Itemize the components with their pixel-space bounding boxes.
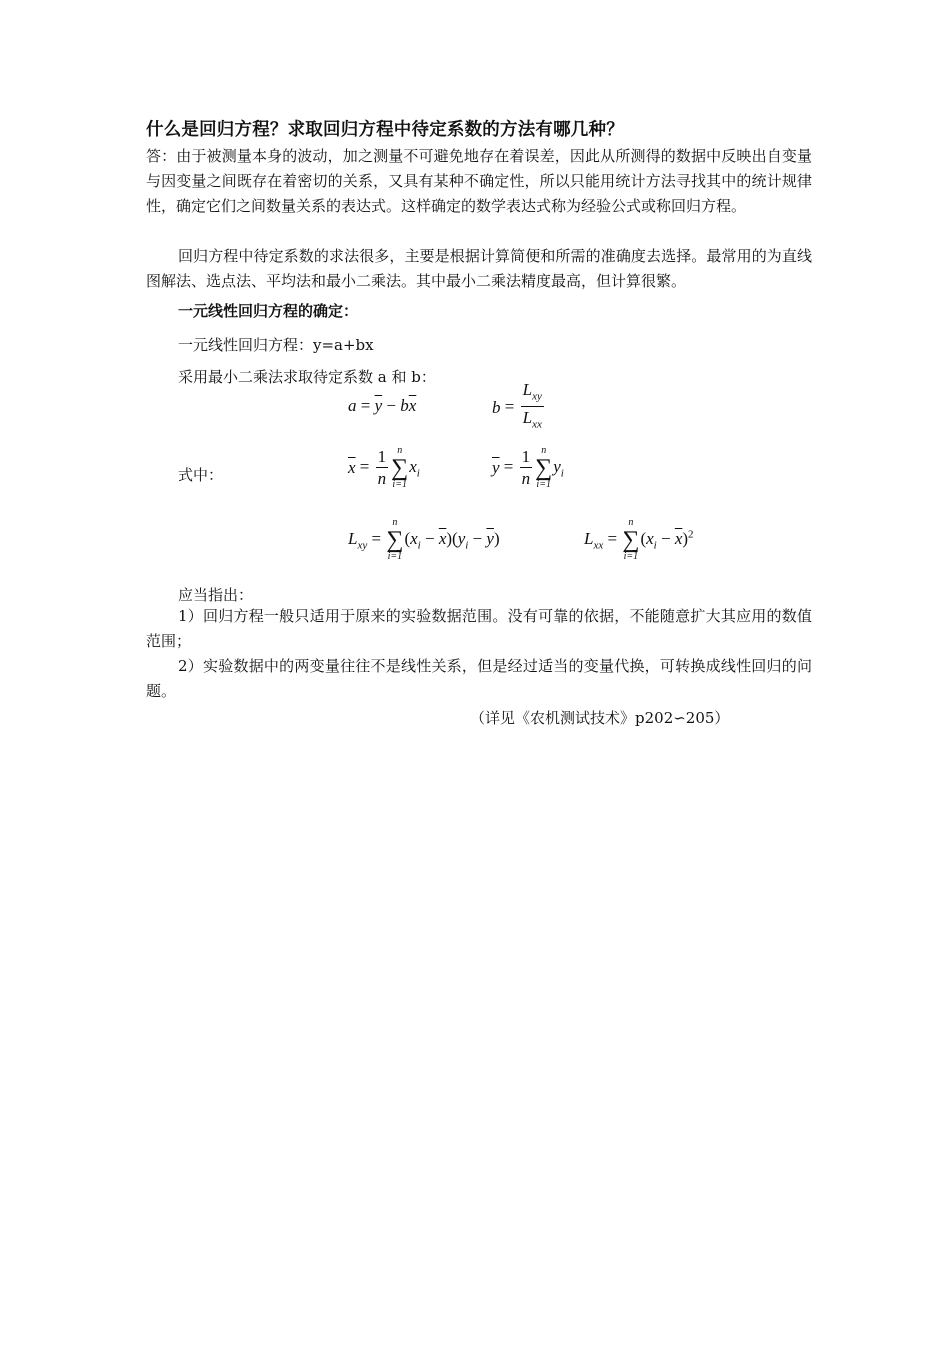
question-title: 什么是回归方程？求取回归方程中待定系数的方法有哪几种？ (146, 120, 624, 140)
formula-x-mean: $\overline{x}$ = $\frac{1}{n}$ n ∑ i=1 $x_i$ (348, 445, 420, 490)
formula-a: $a = \overline{y} - b\overline{x}$ (348, 396, 417, 415)
methods-paragraph: 回归方程中待定系数的求法很多，主要是根据计算简便和所需的准确度去选择。最常用的为直线图解法、选点法、平均法和最小二乘法。其中最小二乘法精度最高，但计算很繁。 (146, 247, 812, 290)
formula-lxy: $L_{xy}$ = n ∑ i=1 $(x_i - \overline{x})(y_i - \overline{y})$ (348, 517, 500, 562)
source-reference: （详见《农机测试技术》p202∽205） (470, 709, 730, 727)
section-heading: 一元线性回归方程的确定： (178, 302, 359, 320)
least-squares-line: 采用最小二乘法求取待定系数 a 和 b： (178, 368, 436, 386)
where-label: 式中： (178, 466, 224, 484)
note-1: 1）回归方程一般只适用于原来的实验数据范围。没有可靠的依据，不能随意扩大其应用的数值范围； (146, 607, 812, 650)
formula-lxx: $L_{xx}$ = n ∑ i=1 $(x_i - \overline{x})^2$ (584, 517, 694, 562)
answer-paragraph: 答：由于被测量本身的波动，加之测量不可避免地存在着误差，因此从所测得的数据中反映出自变量与因变量之间既存在着密切的关系，又具有某种不确定性，所以只能用统计方法寻找其中的统计规律性，确定它们之间数量关系的表达式。这样确定的数学表达式称为经验公式或称回归方程。 (146, 147, 812, 215)
formula-y-mean: $\overline{y}$ = $\frac{1}{n}$ n ∑ i=1 $y_i$ (492, 445, 564, 490)
formula-b: b = $\frac{L_{xy}}{L_{xx}}$ (492, 380, 542, 431)
note-heading: 应当指出： (178, 586, 254, 604)
equation-line: 一元线性回归方程：y=a+bx (178, 336, 374, 354)
note-2: 2）实验数据中的两变量往往不是线性关系，但是经过适当的变量代换，可转换成线性回归的问题。 (146, 657, 812, 700)
